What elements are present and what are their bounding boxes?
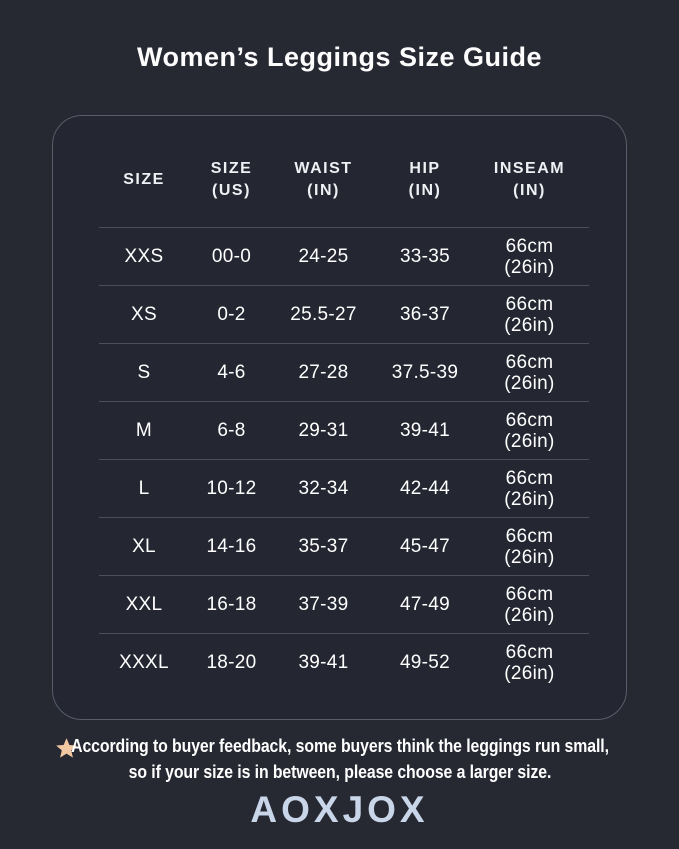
cell-waist: 32-34 — [298, 478, 349, 499]
cell-inseam: 66cm (26in) — [504, 525, 555, 568]
table-row-xxl — [53, 576, 626, 634]
cell-hip: 39-41 — [399, 420, 451, 441]
cell-inseam: 66cm (26in) — [504, 409, 555, 452]
table-row-xs — [53, 286, 626, 344]
cell-waist: 37-39 — [298, 594, 349, 615]
table-body — [53, 228, 626, 692]
brand-logo: AOXJOX — [250, 789, 429, 830]
cell-size-us: 00-0 — [211, 246, 252, 267]
cell-size-us: 18-20 — [206, 652, 257, 673]
cell-size: XL — [132, 536, 156, 557]
header-inseam: INSEAM (IN) — [493, 160, 566, 199]
cell-size-us: 6-8 — [217, 420, 246, 441]
cell-hip: 47-49 — [399, 594, 451, 615]
cell-inseam: 66cm (26in) — [504, 351, 555, 394]
cell-waist: 24-25 — [298, 246, 349, 267]
cell-waist: 35-37 — [298, 536, 349, 557]
cell-size: XXL — [125, 594, 163, 615]
table-row-xl — [53, 518, 626, 576]
header-size-us: SIZE (US) — [210, 160, 253, 199]
table-row-l — [53, 460, 626, 518]
cell-hip: 33-35 — [399, 246, 451, 267]
cell-hip: 45-47 — [399, 536, 451, 557]
fit-note-text: According to buyer feedback, some buyers think the leggings run small, so if your size is in between, please choose a larger size. — [70, 736, 609, 782]
header-waist: WAIST (IN) — [294, 160, 353, 199]
cell-hip: 37.5-39 — [391, 362, 459, 383]
cell-size-us: 4-6 — [217, 362, 246, 383]
table-row-s — [53, 344, 626, 402]
cell-size: L — [138, 478, 150, 499]
cell-size-us: 0-2 — [217, 304, 246, 325]
cell-size: XXS — [124, 246, 164, 267]
cell-waist: 39-41 — [298, 652, 349, 673]
header-size: SIZE — [123, 171, 165, 189]
table-row-xxxl — [53, 634, 626, 692]
fit-note — [0, 734, 679, 786]
cell-size-us: 10-12 — [206, 478, 257, 499]
table-header-row — [53, 116, 626, 228]
table-row-m — [53, 402, 626, 460]
size-table-panel — [52, 115, 627, 720]
table-row-xxs — [53, 228, 626, 286]
header-hip: HIP (IN) — [408, 160, 442, 199]
cell-hip: 42-44 — [399, 478, 451, 499]
cell-inseam: 66cm (26in) — [504, 293, 555, 336]
cell-hip: 36-37 — [399, 304, 451, 325]
cell-size: XXXL — [119, 652, 169, 673]
cell-hip: 49-52 — [399, 652, 451, 673]
cell-inseam: 66cm (26in) — [504, 235, 555, 278]
cell-size: S — [137, 362, 151, 383]
cell-inseam: 66cm (26in) — [504, 467, 555, 510]
cell-size-us: 14-16 — [206, 536, 257, 557]
cell-waist: 29-31 — [298, 420, 349, 441]
cell-size: XS — [131, 304, 157, 325]
cell-inseam: 66cm (26in) — [504, 583, 555, 626]
cell-waist: 27-28 — [298, 362, 349, 383]
cell-inseam: 66cm (26in) — [504, 641, 555, 684]
cell-waist: 25.5-27 — [290, 304, 357, 325]
page-title: Women’s Leggings Size Guide — [136, 42, 543, 72]
cell-size: M — [135, 420, 153, 441]
cell-size-us: 16-18 — [206, 594, 257, 615]
